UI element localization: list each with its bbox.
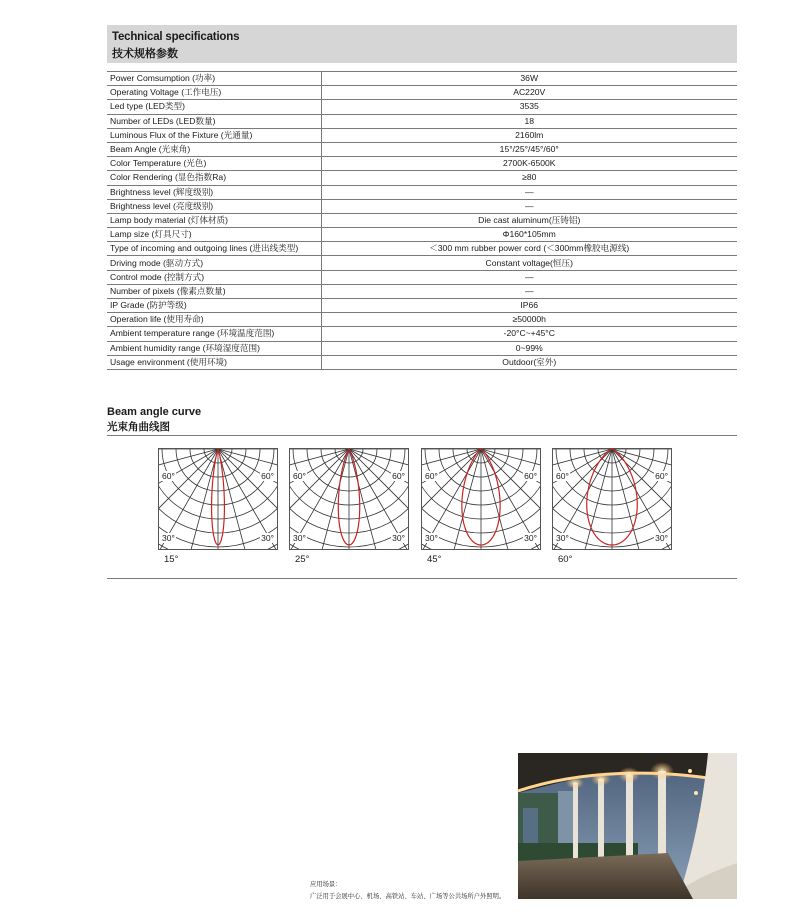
- spec-value: 3535: [321, 100, 737, 114]
- spec-row: [107, 114, 737, 128]
- spec-value: IP66: [321, 299, 737, 313]
- spec-label: Ambient humidity range (环境湿度范围): [107, 341, 321, 355]
- angle-label: 30°: [261, 533, 274, 543]
- application-note: [310, 879, 505, 903]
- spec-table: [107, 71, 737, 370]
- spec-label: Luminous Flux of the Fixture (光通量): [107, 128, 321, 142]
- spec-label: Ambient temperature range (环境温度范围): [107, 327, 321, 341]
- spec-label: Operating Voltage (工作电压): [107, 86, 321, 100]
- spec-label: Color Temperature (光色): [107, 157, 321, 171]
- spec-row: [107, 284, 737, 298]
- spec-title-cn: 技术规格参数: [112, 48, 178, 60]
- spec-row: [107, 171, 737, 185]
- spec-row: [107, 199, 737, 213]
- angle-label: 60°: [524, 471, 537, 481]
- angle-label: 30°: [524, 533, 537, 543]
- spec-value: —: [321, 199, 737, 213]
- spec-row: [107, 142, 737, 156]
- beam-diagram: [552, 448, 672, 550]
- beam-caption: 45°: [427, 554, 442, 565]
- spec-row: [107, 327, 737, 341]
- spec-label: Lamp size (灯具尺寸): [107, 228, 321, 242]
- angle-label: 60°: [293, 471, 306, 481]
- spec-label: Color Rendering (显色指数Ra): [107, 171, 321, 185]
- angle-label: 30°: [556, 533, 569, 543]
- spec-label: Type of incoming and outgoing lines (进出线类型): [107, 242, 321, 256]
- beam-title-en: Beam angle curve: [107, 406, 202, 418]
- spec-row: [107, 228, 737, 242]
- angle-label: 60°: [261, 471, 274, 481]
- beam-diagram: [289, 448, 409, 550]
- spec-value: —: [321, 284, 737, 298]
- spec-value: 2700K-6500K: [321, 157, 737, 171]
- spec-row: [107, 72, 737, 86]
- spec-value: —: [321, 270, 737, 284]
- beam-section-bottom-rule: [107, 578, 737, 579]
- spec-row: [107, 270, 737, 284]
- spec-title-en: Technical specifications: [112, 31, 240, 43]
- angle-label: 30°: [162, 533, 175, 543]
- angle-label: 30°: [655, 533, 668, 543]
- beam-caption: 60°: [558, 554, 573, 565]
- spec-value: ≥50000h: [321, 313, 737, 327]
- spec-row: [107, 213, 737, 227]
- spec-value: Die cast aluminum(压铸铝): [321, 213, 737, 227]
- spec-row: [107, 86, 737, 100]
- spec-row: [107, 299, 737, 313]
- application-heading: 应用场景：: [310, 881, 342, 888]
- beam-caption: 15°: [164, 554, 179, 565]
- angle-label: 30°: [392, 533, 405, 543]
- spec-value: 36W: [321, 72, 737, 86]
- spec-label: Led type (LED类型): [107, 100, 321, 114]
- spec-label: Power Comsumption (功率): [107, 72, 321, 86]
- angle-label: 30°: [293, 533, 306, 543]
- spec-label: Operation life (使用寿命): [107, 313, 321, 327]
- spec-row: [107, 100, 737, 114]
- spec-row: [107, 185, 737, 199]
- beam-section-top-rule: [107, 435, 737, 436]
- angle-label: 60°: [655, 471, 668, 481]
- angle-label: 60°: [425, 471, 438, 481]
- spec-row: [107, 341, 737, 355]
- beam-title-cn: 光束角曲线图: [107, 421, 170, 433]
- spec-row: [107, 355, 737, 369]
- spec-value: Outdoor(室外): [321, 355, 737, 369]
- spec-value: 15°/25°/45°/60°: [321, 142, 737, 156]
- spec-value: AC220V: [321, 86, 737, 100]
- spec-value: ＜300 mm rubber power cord (＜300mm橡胶电源线): [321, 242, 737, 256]
- spec-label: Brightness level (辉度级别): [107, 185, 321, 199]
- spec-label: Number of LEDs (LED数量): [107, 114, 321, 128]
- spec-value: 2160lm: [321, 128, 737, 142]
- spec-label: Number of pixels (像素点数量): [107, 284, 321, 298]
- beam-caption: 25°: [295, 554, 310, 565]
- spec-row: [107, 128, 737, 142]
- spec-label: Brightness level (亮度级别): [107, 199, 321, 213]
- spec-row: [107, 256, 737, 270]
- spec-header: [107, 25, 737, 63]
- spec-row: [107, 242, 737, 256]
- spec-label: Beam Angle (光束角): [107, 142, 321, 156]
- spec-value: ≥80: [321, 171, 737, 185]
- spec-row: [107, 313, 737, 327]
- angle-label: 60°: [556, 471, 569, 481]
- spec-label: Lamp body material (灯体材质): [107, 213, 321, 227]
- spec-value: 0~99%: [321, 341, 737, 355]
- application-photo: [518, 753, 737, 899]
- beam-diagram: [421, 448, 541, 550]
- spec-value: Constant voltage(恒压): [321, 256, 737, 270]
- angle-label: 30°: [425, 533, 438, 543]
- beam-section-title: [107, 406, 201, 434]
- spec-label: Usage environment (使用环境): [107, 355, 321, 369]
- spec-value: 18: [321, 114, 737, 128]
- angle-label: 60°: [392, 471, 405, 481]
- angle-label: 60°: [162, 471, 175, 481]
- spec-value: —: [321, 185, 737, 199]
- spec-label: IP Grade (防护等级): [107, 299, 321, 313]
- spec-label: Driving mode (驱动方式): [107, 256, 321, 270]
- application-text: 广泛用于会展中心、机场、高铁站、车站、广场等公共场所户外照明。: [310, 893, 506, 900]
- spec-label: Control mode (控制方式): [107, 270, 321, 284]
- spec-row: [107, 157, 737, 171]
- spec-value: -20°C~+45°C: [321, 327, 737, 341]
- beam-diagram: [158, 448, 278, 550]
- spec-value: Φ160*105mm: [321, 228, 737, 242]
